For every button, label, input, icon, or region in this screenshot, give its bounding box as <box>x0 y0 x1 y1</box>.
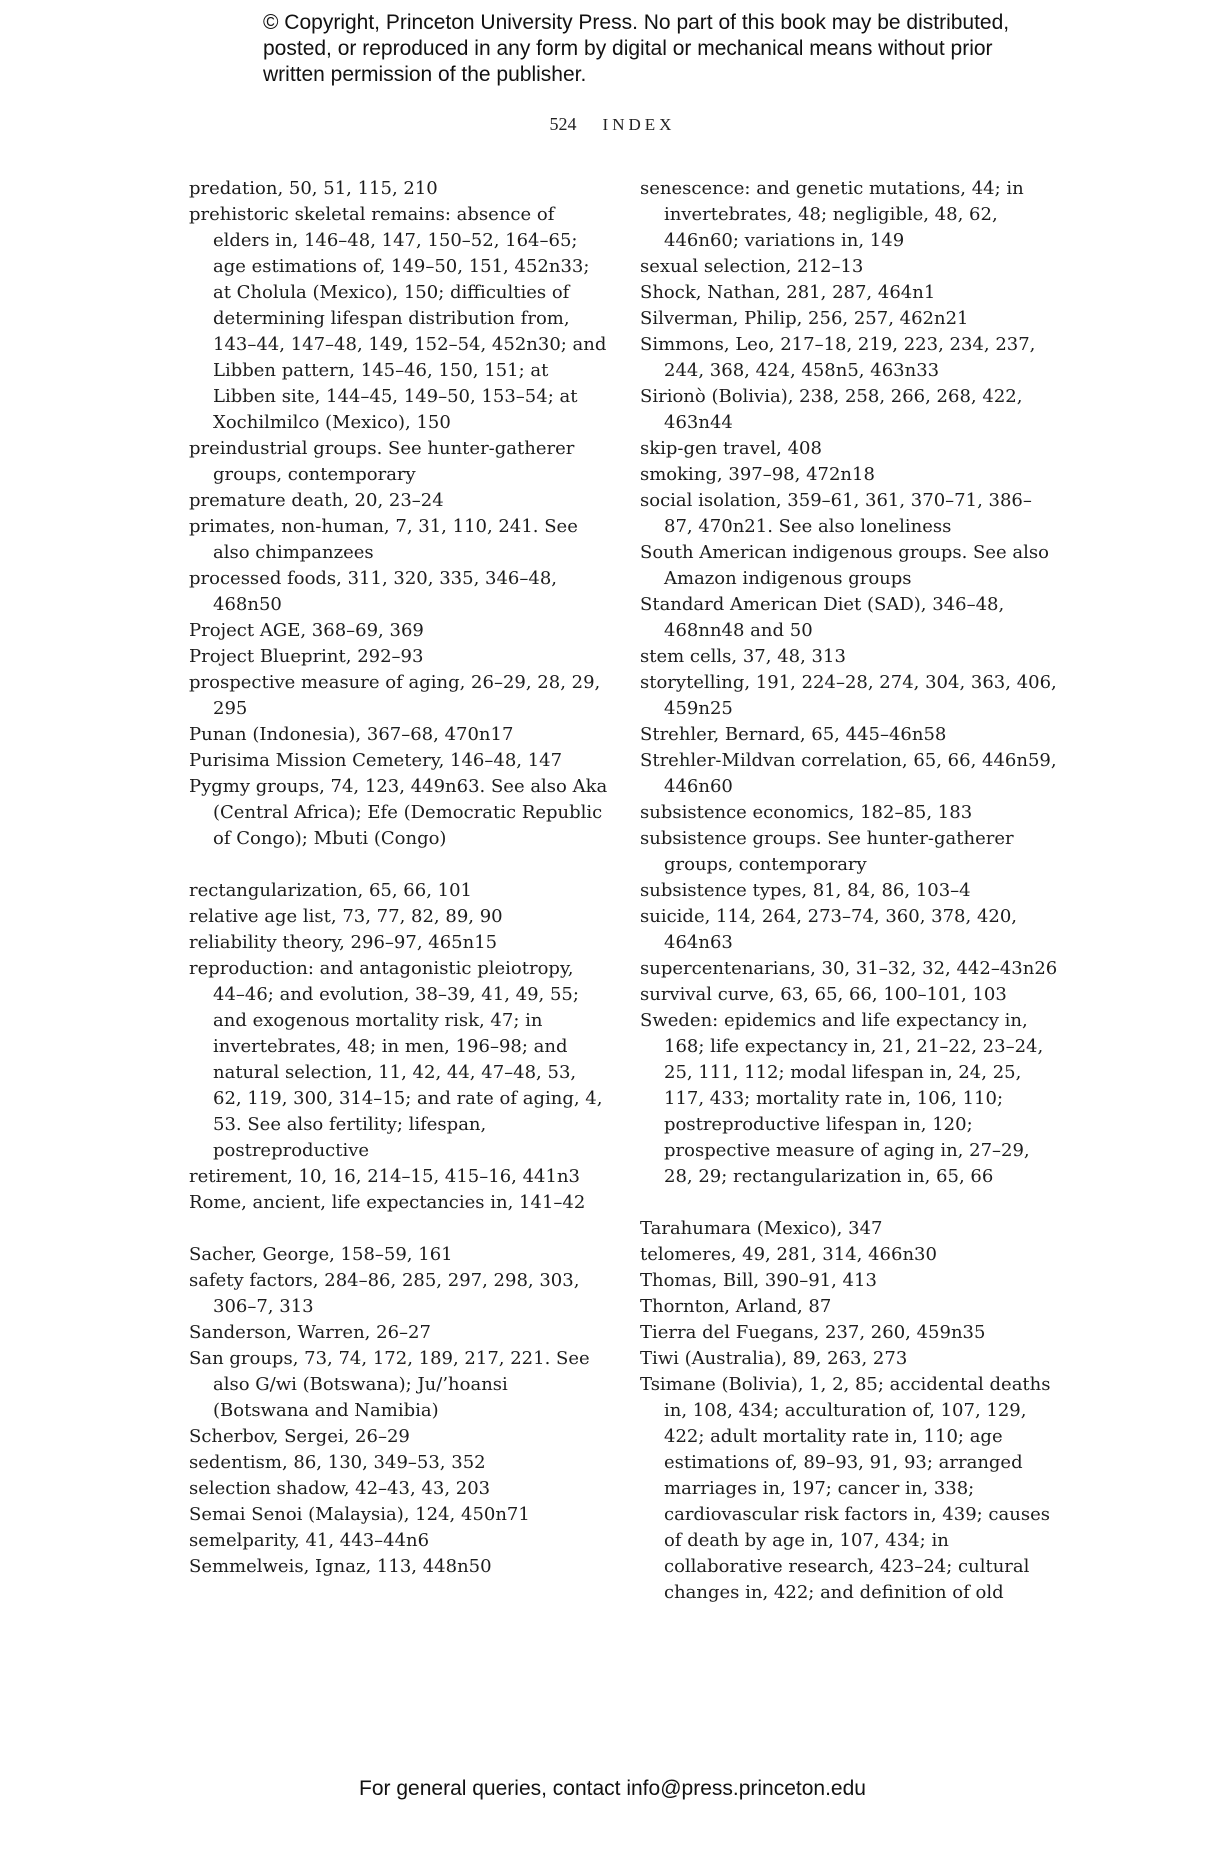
index-entry: sexual selection, 212–13 <box>640 256 864 277</box>
index-entry: processed foods, 311, 320, 335, 346–48, 468n50 <box>189 568 557 615</box>
index-entry: primates, non-human, 7, 31, 110, 241. See also chimpanzees <box>189 516 578 563</box>
index-entry: supercentenarians, 30, 31–32, 32, 442–43n26 <box>640 958 1058 979</box>
index-entry: Pygmy groups, 74, 123, 449n63. See also Aka (Central Africa); Efe (Democratic Republic of Congo); Mbuti (Congo) <box>189 776 608 849</box>
index-entry: premature death, 20, 23–24 <box>189 490 444 511</box>
index-entry: Shock, Nathan, 281, 287, 464n1 <box>640 282 936 303</box>
index-entry: selection shadow, 42–43, 43, 203 <box>189 1478 491 1499</box>
index-entry: San groups, 73, 74, 172, 189, 217, 221. See also G/wi (Botswana); Ju/’hoansi (Botswana and Namibia) <box>189 1348 590 1421</box>
index-entry: social isolation, 359–61, 361, 370–71, 386–87, 470n21. See also loneliness <box>640 490 1032 537</box>
index-entry: Strehler, Bernard, 65, 445–46n58 <box>640 724 947 745</box>
index-entry: preindustrial groups. See hunter-gatherer groups, contemporary <box>189 438 575 485</box>
index-entry: Project AGE, 368–69, 369 <box>189 620 424 641</box>
index-entry: smoking, 397–98, 472n18 <box>640 464 875 485</box>
index-entry: Project Blueprint, 292–93 <box>189 646 424 667</box>
index-entry: reliability theory, 296–97, 465n15 <box>189 932 498 953</box>
index-entry: reproduction: and antagonistic pleiotropy, 44–46; and evolution, 38–39, 41, 49, 55; and exogenous mortality risk, 47; in invertebrates, 48; in men, 196–98; and natural selection, 11, 42, 44, 47–48, 53, 62, 119, 300, 314–15; and rate of aging, 4, 53. See also fertility; lifespan, postreproductive <box>189 958 603 1161</box>
index-entry: sedentism, 86, 130, 349–53, 352 <box>189 1452 486 1473</box>
index-entry: suicide, 114, 264, 273–74, 360, 378, 420, 464n63 <box>640 906 1018 953</box>
index-entry: Punan (Indonesia), 367–68, 470n17 <box>189 724 514 745</box>
index-entry: Simmons, Leo, 217–18, 219, 223, 234, 237, 244, 368, 424, 458n5, 463n33 <box>640 334 1036 381</box>
index-entry: prospective measure of aging, 26–29, 28, 29, 295 <box>189 672 601 719</box>
letter-section-gap <box>189 1216 609 1242</box>
index-entry: Standard American Diet (SAD), 346–48, 468nn48 and 50 <box>640 594 1005 641</box>
index-entry: Tsimane (Bolivia), 1, 2, 85; accidental deaths in, 108, 434; acculturation of, 107, 129, 422; adult mortality rate in, 110; age estimations of, 89–93, 91, 93; arranged marriages in, 197; cancer in, 338; cardiovascular risk factors in, 439; causes of death by age in, 107, 434; in collaborative research, 423–24; cultural changes in, 422; and definition of old <box>640 1374 1051 1603</box>
index-entry: telomeres, 49, 281, 314, 466n30 <box>640 1244 937 1265</box>
index-entry: rectangularization, 65, 66, 101 <box>189 880 472 901</box>
index-entry: Strehler-Mildvan correlation, 65, 66, 446n59, 446n60 <box>640 750 1057 797</box>
index-entry: senescence: and genetic mutations, 44; in invertebrates, 48; negligible, 48, 62, 446n60; variations in, 149 <box>640 178 1024 251</box>
index-column-right <box>640 176 1060 1606</box>
index-column-left <box>189 176 609 1580</box>
index-entry: subsistence groups. See hunter-gatherer groups, contemporary <box>640 828 1014 875</box>
index-entry: Sweden: epidemics and life expectancy in, 168; life expectancy in, 21, 21–22, 23–24, 25, 111, 112; modal lifespan in, 24, 25, 117, 433; mortality rate in, 106, 110; postreproductive lifespan in, 120; prospective measure of aging in, 27–29, 28, 29; rectangularization in, 65, 66 <box>640 1010 1044 1187</box>
index-entry: Tarahumara (Mexico), 347 <box>640 1218 883 1239</box>
index-entry: survival curve, 63, 65, 66, 100–101, 103 <box>640 984 1007 1005</box>
index-entry: predation, 50, 51, 115, 210 <box>189 178 438 199</box>
running-head <box>0 114 1225 135</box>
index-entry: stem cells, 37, 48, 313 <box>640 646 846 667</box>
page-number: 524 <box>549 114 577 134</box>
index-entry: Sanderson, Warren, 26–27 <box>189 1322 431 1343</box>
index-entry: Thomas, Bill, 390–91, 413 <box>640 1270 877 1291</box>
index-entry: Scherbov, Sergei, 26–29 <box>189 1426 410 1447</box>
contact-footer: For general queries, contact info@press.princeton.edu <box>359 1777 866 1800</box>
index-entry: Semmelweis, Ignaz, 113, 448n50 <box>189 1556 492 1577</box>
index-entry: South American indigenous groups. See also Amazon indigenous groups <box>640 542 1049 589</box>
letter-section-gap <box>640 1190 1060 1216</box>
index-entry: safety factors, 284–86, 285, 297, 298, 303, 306–7, 313 <box>189 1270 580 1317</box>
index-entry: storytelling, 191, 224–28, 274, 304, 363, 406, 459n25 <box>640 672 1057 719</box>
index-entry: Purisima Mission Cemetery, 146–48, 147 <box>189 750 563 771</box>
index-entry: Rome, ancient, life expectancies in, 141–42 <box>189 1192 586 1213</box>
index-entry: subsistence economics, 182–85, 183 <box>640 802 973 823</box>
index-entry: retirement, 10, 16, 214–15, 415–16, 441n3 <box>189 1166 580 1187</box>
index-entry: Sirionò (Bolivia), 238, 258, 266, 268, 422, 463n44 <box>640 386 1023 433</box>
index-entry: subsistence types, 81, 84, 86, 103–4 <box>640 880 971 901</box>
copyright-notice: © Copyright, Princeton University Press. No part of this book may be distributed, posted, or reproduced in any form by digital or mechanical means without prior written permission of the publisher. <box>263 11 1010 86</box>
index-entry: prehistoric skeletal remains: absence of elders in, 146–48, 147, 150–52, 164–65; age estimations of, 149–50, 151, 452n33; at Cholula (Mexico), 150; difficulties of determining lifespan distribution from, 143–44, 147–48, 149, 152–54, 452n30; and Libben pattern, 145–46, 150, 151; at Libben site, 144–45, 149–50, 153–54; at Xochilmilco (Mexico), 150 <box>189 204 607 433</box>
index-entry: semelparity, 41, 443–44n6 <box>189 1530 430 1551</box>
index-entry: Sacher, George, 158–59, 161 <box>189 1244 453 1265</box>
index-entry: Tierra del Fuegans, 237, 260, 459n35 <box>640 1322 986 1343</box>
letter-section-gap <box>189 852 609 878</box>
index-entry: skip-gen travel, 408 <box>640 438 822 459</box>
index-entry: relative age list, 73, 77, 82, 89, 90 <box>189 906 503 927</box>
index-entry: Silverman, Philip, 256, 257, 462n21 <box>640 308 969 329</box>
section-title: INDEX <box>602 115 676 134</box>
index-entry: Semai Senoi (Malaysia), 124, 450n71 <box>189 1504 530 1525</box>
index-entry: Thornton, Arland, 87 <box>640 1296 832 1317</box>
index-entry: Tiwi (Australia), 89, 263, 273 <box>640 1348 908 1369</box>
